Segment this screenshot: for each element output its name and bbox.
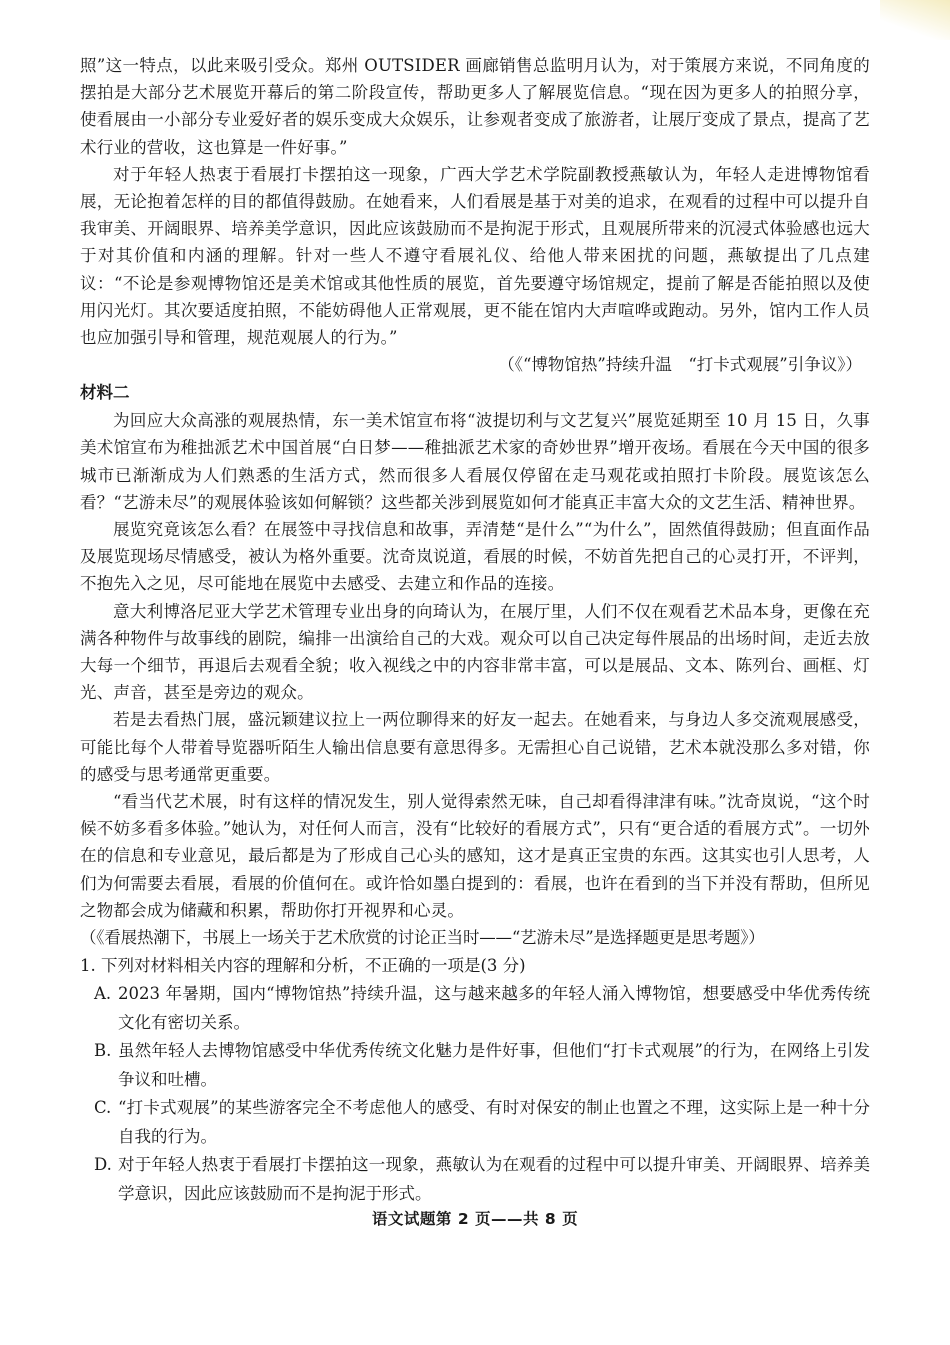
material-two-source: （《看展热潮下，书展上一场关于艺术欣赏的讨论正当时——“艺游未尽”是选择题更是思考题》）	[80, 928, 765, 948]
option-letter: A.	[94, 984, 112, 1004]
option-letter: D.	[94, 1155, 112, 1175]
material-two-paragraph: 为回应大众高涨的观展热情，东一美术馆宣布将“波提切利与文艺复兴”展览延期至 10 月 15 日，久事美术馆宣布为稚拙派艺术中国首展“白日梦——稚拙派艺术家的奇妙世界”增开夜场。看展在今天中国的很多城市已渐渐成为人们熟悉的生活方式，然而很多人看展仅停留在走马观花或拍照打卡阶段。展览该怎么看？“艺游未尽”的观展体验该如何解锁？这些都关涉到展览如何才能真正丰富大众的文艺生活、精神世界。	[80, 411, 870, 512]
option-letter: B.	[94, 1041, 112, 1061]
option-text: “打卡式观展”的某些游客完全不考虑他人的感受、有时对保安的制止也置之不理，这实际上是一种十分自我的行为。	[118, 1098, 870, 1146]
material-two-paragraph: 意大利博洛尼亚大学艺术管理专业出身的向琦认为，在展厅里，人们不仅在观看艺术品本身，更像在充满各种物件与故事线的剧院，编排一出演给自己的大戏。观众可以自己决定每件展品的出场时间，走近去放大每一个细节，再退后去观看全貌；收入视线之中的内容非常丰富，可以是展品、文本、陈列台、画框、灯光、声音，甚至是旁边的观众。	[80, 601, 870, 703]
option-c	[94, 1094, 870, 1151]
option-a	[94, 980, 870, 1037]
material-one-paragraph: 对于年轻人热衷于看展打卡摆拍这一现象，广西大学艺术学院副教授燕敏认为，年轻人走进博物馆看展，无论抱着怎样的目的都值得鼓励。在她看来，人们看展是基于对美的追求，在观看的过程中可以提升自我审美、开阔眼界、培养美学意识，因此应该鼓励而不是拘泥于形式，且观展所带来的沉浸式体验感也远大于对其价值和内涵的理解。针对一些人不遵守看展礼仪、给他人带来困扰的问题，燕敏提出了几点建议：“不论是参观博物馆还是美术馆或其他性质的展览，首先要遵守场馆规定，提前了解是否能拍照以及使用闪光灯。其次要适度拍照，不能妨碍他人正常观展，更不能在馆内大声喧哗或跑动。另外，馆内工作人员也应加强引导和管理，规范观展人的行为。”	[80, 164, 870, 348]
option-text: 对于年轻人热衷于看展打卡摆拍这一现象，燕敏认为在观看的过程中可以提升审美、开阔眼界、培养美学意识，因此应该鼓励而不是拘泥于形式。	[118, 1155, 870, 1203]
option-b	[94, 1037, 870, 1094]
exam-page	[80, 52, 870, 1208]
option-text: 虽然年轻人去博物馆感受中华优秀传统文化魅力是件好事，但他们“打卡式观展”的行为，在网络上引发争议和吐槽。	[118, 1041, 870, 1089]
question-1-stem: 1. 下列对材料相关内容的理解和分析，不正确的一项是(3 分)	[80, 956, 526, 976]
option-text: 2023 年暑期，国内“博物馆热”持续升温，这与越来越多的年轻人涌入博物馆，想要感受中华优秀传统文化有密切关系。	[118, 984, 870, 1032]
material-two-paragraph: 展览究竟该怎么看？在展签中寻找信息和故事，弄清楚“是什么”“为什么”，固然值得鼓励；但直面作品及展览现场尽情感受，被认为格外重要。沈奇岚说道，看展的时候，不妨首先把自己的心灵打开，不评判，不抱先入之见，尽可能地在展览中去感受、去建立和作品的连接。	[80, 520, 870, 594]
page-footer: 语文试题第 2 页——共 8 页	[371, 1210, 579, 1228]
material-two-title: 材料二	[80, 383, 130, 403]
option-letter: C.	[94, 1098, 112, 1118]
material-two-paragraph: “看当代艺术展，时有这样的情况发生，别人觉得索然无味，自己却看得津津有味。”沈奇岚说，“这个时候不妨多看多体验。”她认为，对任何人而言，没有“比较好的看展方式”，只有“更合适的看展方式”。一切外在的信息和专业意见，最后都是为了形成自己心头的感知，这才是真正宝贵的东西。这其实也引人思考，人们为何需要去看展，看展的价值何在。或许恰如墨白提到的：看展，也许在看到的当下并没有帮助，但所见之物都会成为储藏和积累，帮助你打开视界和心灵。	[80, 792, 870, 920]
material-two-paragraph: 若是去看热门展，盛沅颖建议拉上一两位聊得来的好友一起去。在她看来，与身边人多交流观展感受，可能比每个人带着导览器听陌生人输出信息要有意思得多。无需担心自己说错，艺术本就没那么多对错，你的感受与思考通常更重要。	[80, 710, 870, 784]
paper-stain	[880, 0, 950, 40]
material-one-paragraph: 照”这一特点，以此来吸引受众。郑州 OUTSIDER 画廊销售总监明月认为，对于策展方来说，不同角度的摆拍是大部分艺术展览开幕后的第二阶段宣传，帮助更多人了解展览信息。“现在因为更多人的拍照分享，使看展由一小部分专业爱好者的娱乐变成大众娱乐，让参观者变成了旅游者，让展厅变成了景点，提高了艺术行业的营收，这也算是一件好事。”	[80, 56, 870, 157]
material-one-source: （《“博物馆热”持续升温 “打卡式观展”引争议》）	[498, 355, 862, 375]
option-d	[94, 1151, 870, 1208]
